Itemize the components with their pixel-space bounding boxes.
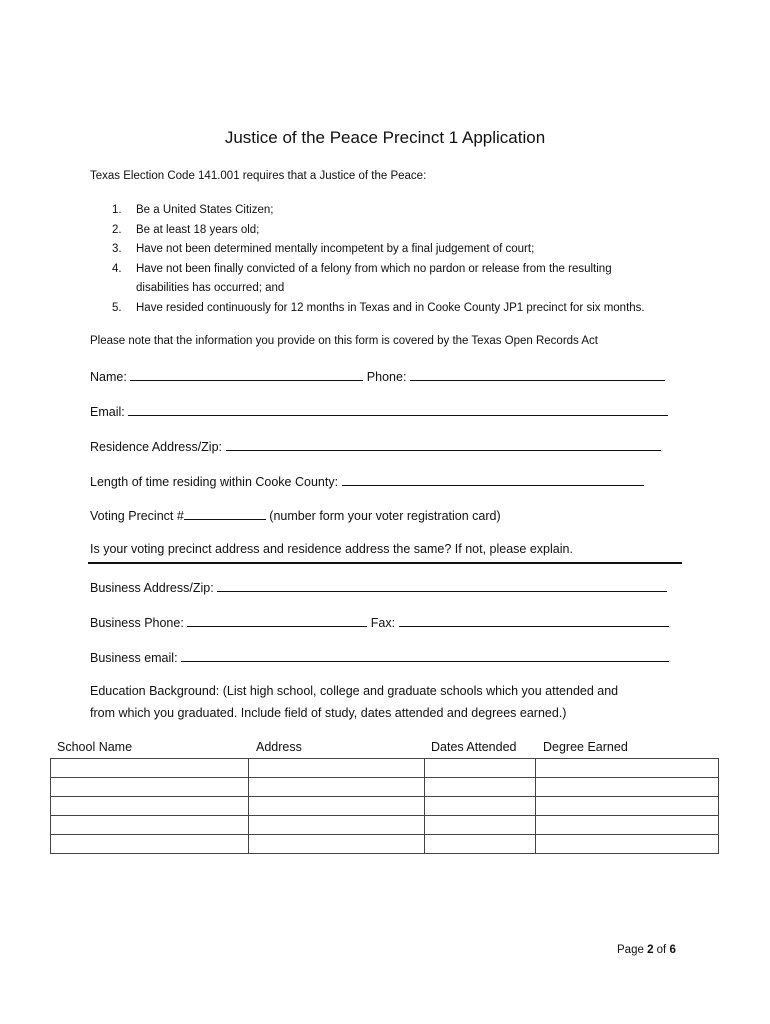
requirement-number: 3. (112, 243, 122, 255)
table-cell[interactable] (249, 778, 425, 797)
residence-row (90, 438, 661, 454)
col-header-address: Address (256, 740, 302, 754)
requirement-item (90, 279, 645, 299)
page-of: of (653, 944, 670, 956)
business-phone-field[interactable] (187, 614, 367, 627)
education-instructions-1: Education Background: (List high school, college and graduate schools which you attended and (90, 684, 619, 698)
residence-field[interactable] (226, 438, 661, 451)
table-row (51, 816, 719, 835)
requirement-text: Be at least 18 years old; (136, 223, 260, 236)
explanation-line[interactable] (88, 562, 682, 564)
length-field[interactable] (342, 473, 644, 486)
table-cell[interactable] (51, 759, 249, 778)
table-cell[interactable] (51, 835, 249, 854)
col-header-school: School Name (57, 740, 133, 754)
table-cell[interactable] (425, 759, 536, 778)
business-address-label: Business Address/Zip: (90, 581, 214, 595)
table-cell[interactable] (425, 835, 536, 854)
requirement-item (90, 299, 645, 319)
table-cell[interactable] (249, 797, 425, 816)
table-cell[interactable] (425, 797, 536, 816)
requirement-number: 2. (112, 223, 122, 236)
name-label: Name: (90, 370, 127, 384)
residence-label: Residence Address/Zip: (90, 440, 223, 454)
col-header-dates: Dates Attended (431, 740, 517, 754)
table-row (51, 759, 719, 778)
voting-precinct-field[interactable] (184, 507, 266, 520)
table-cell[interactable] (536, 778, 719, 797)
requirement-number: 4. (112, 262, 122, 275)
requirements-list (90, 201, 645, 318)
voting-precinct-hint: (number form your voter registration card) (269, 509, 501, 523)
table-row (51, 778, 719, 797)
page-total: 6 (669, 944, 676, 956)
intro-text: Texas Election Code 141.001 requires that a Justice of the Peace: (90, 170, 427, 182)
requirement-number: 1. (112, 204, 122, 216)
business-phone-row (90, 614, 669, 630)
business-email-field[interactable] (181, 649, 669, 662)
email-label: Email: (90, 405, 125, 419)
email-field[interactable] (128, 403, 668, 416)
education-instructions-2: from which you graduated. Include field of study, dates attended and degrees earned.) (90, 706, 567, 720)
requirement-text: disabilities has occurred; and (136, 282, 285, 294)
records-note: Please note that the information you provide on this form is covered by the Texas Open Records Act (90, 335, 598, 347)
business-address-row (90, 579, 667, 595)
education-table (50, 758, 719, 854)
business-email-row (90, 649, 669, 665)
page-prefix: Page (617, 944, 648, 956)
page-title: Justice of the Peace Precinct 1 Application (224, 128, 546, 147)
phone-field[interactable] (410, 368, 665, 381)
table-cell[interactable] (51, 816, 249, 835)
requirement-text: Have not been determined mentally incompetent by a final judgement of court; (136, 243, 535, 255)
page-number (617, 944, 676, 956)
phone-label: Phone: (366, 370, 407, 384)
table-cell[interactable] (536, 759, 719, 778)
page-current: 2 (647, 944, 654, 956)
requirement-item (90, 260, 645, 280)
name-row (90, 368, 665, 384)
requirement-text: Have not been finally convicted of a felony from which no pardon or release from the resulting (136, 262, 612, 275)
business-phone-label: Business Phone: (90, 616, 184, 630)
voting-precinct-label: Voting Precinct # (90, 509, 184, 523)
voting-precinct-row (90, 507, 501, 523)
same-address-question: Is your voting precinct address and residence address the same? If not, please explain. (90, 542, 573, 556)
business-email-label: Business email: (90, 651, 178, 665)
table-cell[interactable] (51, 778, 249, 797)
table-cell[interactable] (249, 759, 425, 778)
table-cell[interactable] (51, 797, 249, 816)
table-cell[interactable] (536, 797, 719, 816)
requirement-item (90, 201, 645, 221)
table-cell[interactable] (249, 816, 425, 835)
fax-field[interactable] (399, 614, 669, 627)
requirement-text: Have resided continuously for 12 months in Texas and in Cooke County JP1 precinct for six months. (136, 301, 645, 314)
table-cell[interactable] (536, 816, 719, 835)
table-row (51, 797, 719, 816)
length-label: Length of time residing within Cooke County: (90, 475, 339, 489)
requirement-item (90, 240, 645, 260)
table-cell[interactable] (425, 816, 536, 835)
table-cell[interactable] (536, 835, 719, 854)
business-address-field[interactable] (217, 579, 667, 592)
fax-label: Fax: (370, 616, 396, 630)
name-field[interactable] (130, 368, 363, 381)
table-row (51, 835, 719, 854)
col-header-degree: Degree Earned (543, 740, 628, 754)
requirement-item (90, 221, 645, 241)
length-row (90, 473, 644, 489)
requirement-number: 5. (112, 301, 122, 314)
table-cell[interactable] (249, 835, 425, 854)
requirement-text: Be a United States Citizen; (136, 204, 274, 216)
table-cell[interactable] (425, 778, 536, 797)
email-row (90, 403, 668, 419)
